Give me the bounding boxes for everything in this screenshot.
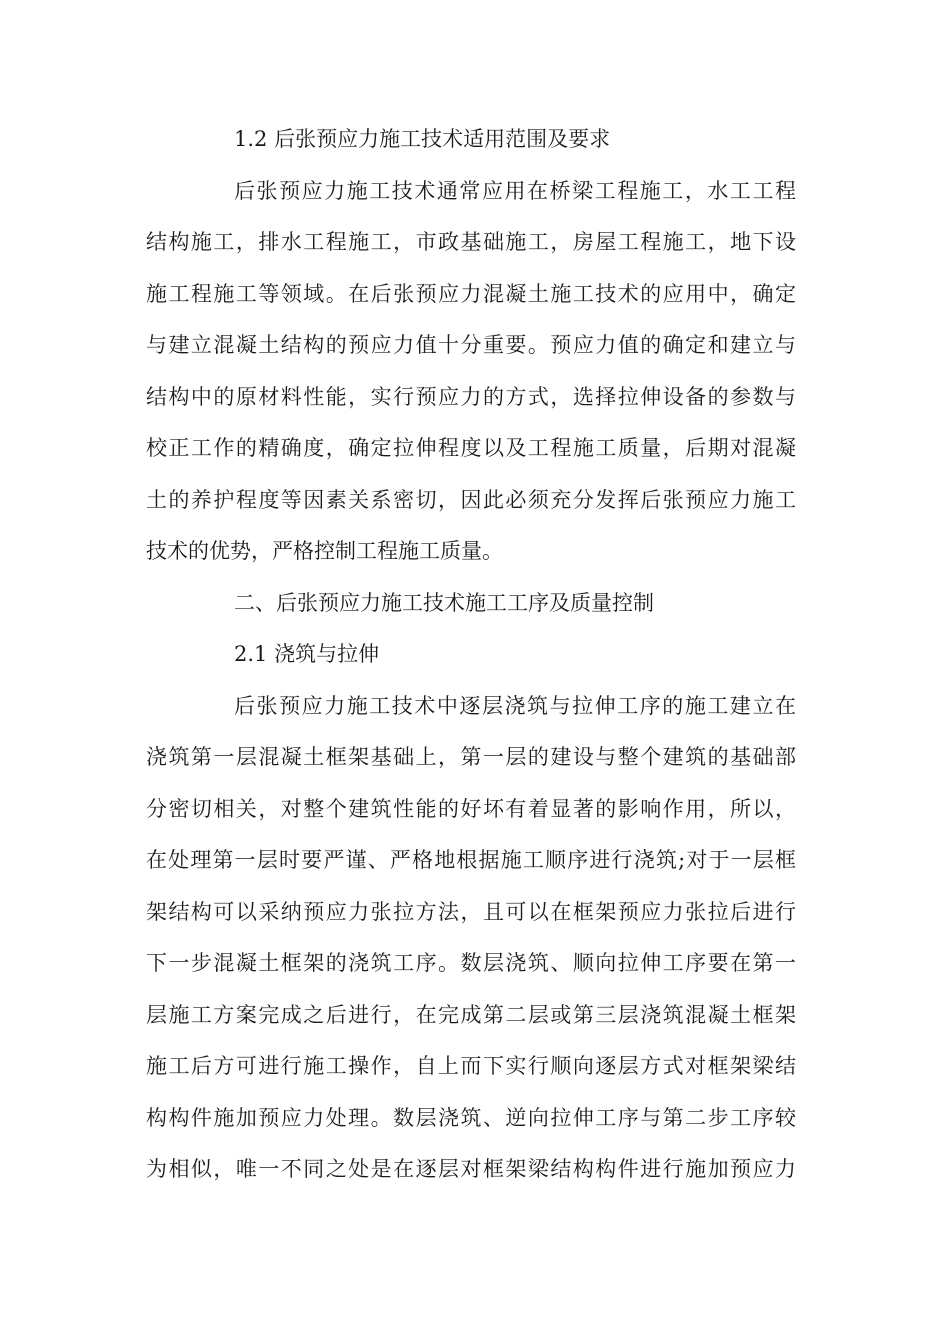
paragraph-line: 结构施工，排水工程施工，市政基础施工，房屋工程施工，地下设 bbox=[146, 230, 796, 254]
paragraph-line: 结构中的原材料性能，实行预应力的方式，选择拉伸设备的参数与 bbox=[146, 384, 796, 409]
paragraph-line: 技术的优势，严格控制工程施工质量。 bbox=[146, 539, 503, 563]
paragraph-line: 后张预应力施工技术中逐层浇筑与拉伸工序的施工建立在 bbox=[234, 693, 796, 718]
paragraph-line: 浇筑第一层混凝土框架基础上，第一层的建设与整个建筑的基础部 bbox=[146, 745, 796, 769]
paragraph-line: 施工程施工等领域。在后张预应力混凝土施工技术的应用中，确定 bbox=[146, 281, 796, 306]
paragraph-line: 土的养护程度等因素关系密切，因此必须充分发挥后张预应力施工 bbox=[146, 487, 796, 512]
paragraph-line: 分密切相关，对整个建筑性能的好坏有着显著的影响作用，所以， bbox=[146, 796, 796, 821]
paragraph-line: 施工后方可进行施工操作，自上而下实行顺向逐层方式对框架梁结 bbox=[146, 1054, 796, 1078]
paragraph-line: 后张预应力施工技术通常应用在桥梁工程施工，水工工程 bbox=[234, 178, 796, 203]
paragraph-line: 校正工作的精确度，确定拉伸程度以及工程施工质量，后期对混凝 bbox=[146, 436, 796, 460]
paragraph-line: 与建立混凝土结构的预应力值十分重要。预应力值的确定和建立与 bbox=[146, 333, 796, 357]
heading-2-1: 2.1 浇筑与拉伸 bbox=[234, 642, 380, 666]
heading-1-2: 1.2 后张预应力施工技术适用范围及要求 bbox=[234, 127, 611, 151]
paragraph-line: 下一步混凝土框架的浇筑工序。数层浇筑、顺向拉伸工序要在第一 bbox=[146, 951, 796, 975]
paragraph-line: 层施工方案完成之后进行，在完成第二层或第三层浇筑混凝土框架 bbox=[146, 1002, 796, 1027]
heading-2: 二、后张预应力施工技术施工工序及质量控制 bbox=[234, 590, 654, 615]
paragraph-line: 为相似，唯一不同之处是在逐层对框架梁结构构件进行施加预应力 bbox=[146, 1157, 796, 1181]
document-body bbox=[146, 114, 796, 1196]
paragraph-line: 在处理第一层时要严谨、严格地根据施工顺序进行浇筑;对于一层框 bbox=[146, 848, 796, 872]
paragraph-line: 架结构可以采纳预应力张拉方法，且可以在框架预应力张拉后进行 bbox=[146, 899, 796, 924]
paragraph-line: 构构件施加预应力处理。数层浇筑、逆向拉伸工序与第二步工序较 bbox=[146, 1105, 796, 1130]
